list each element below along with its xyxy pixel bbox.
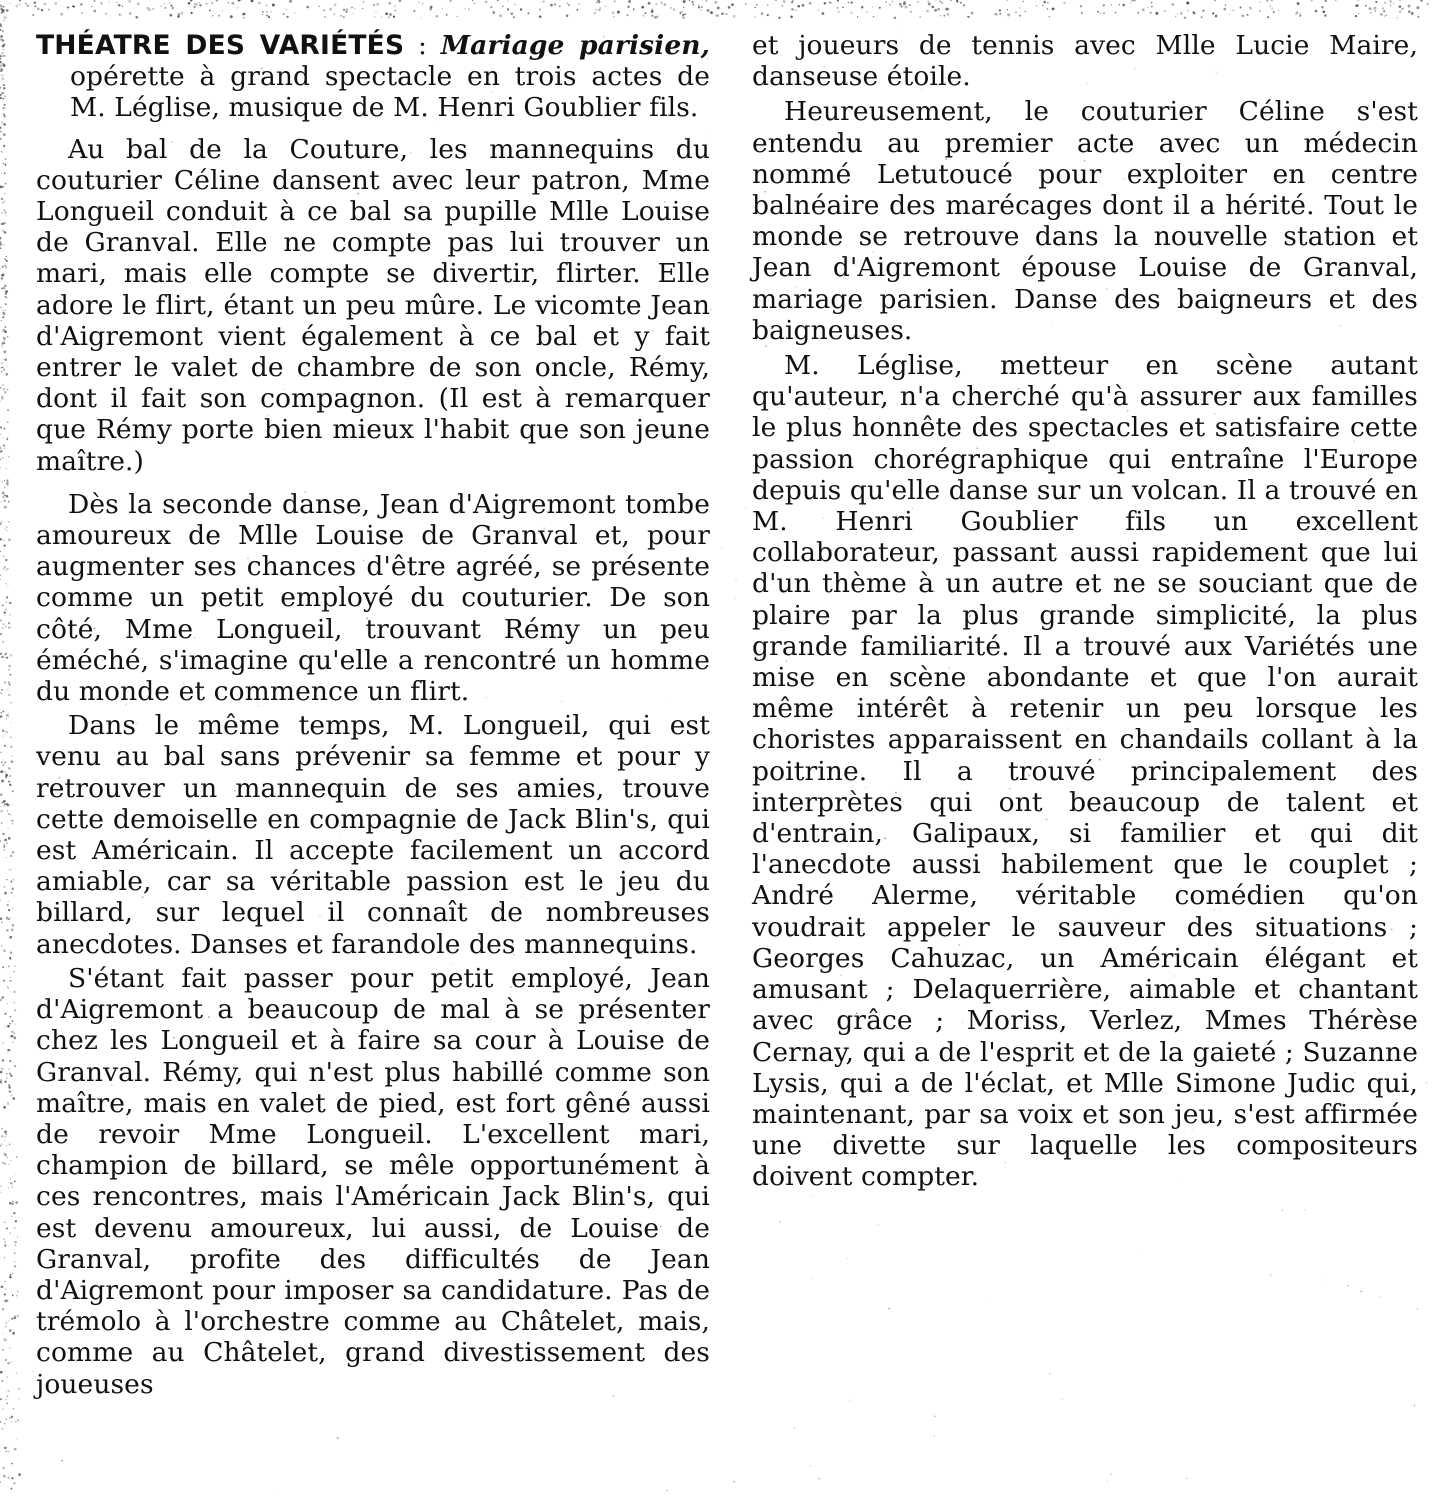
paragraph-same-time: Dans le même temps, M. Longueil, qui est venu au bal sans prévenir sa femme et pour y retrouver un mannequin de ses amies, trouve cette demoiselle en compagnie de Jack Blin's, qui est Américain. Il accepte facilement un accord amiable, car sa véritable passion est le jeu du billard, sur lequel il connaît de nombreuses anecdotes. Danses et farandole des mannequins.	[36, 710, 710, 960]
review-heading	[36, 30, 710, 124]
heading-separator: :	[404, 30, 441, 61]
left-column	[36, 30, 710, 1400]
paragraph-second-dance: Dès la seconde danse, Jean d'Aigremont tombe amoureux de Mlle Louise de Granval et, pour augmenter ses chances d'être agréé, se présente comme un petit employé du couturier. De son côté, Mme Longueil, trouvant Rémy un peu éméché, s'imagine qu'elle a rencontré un homme du monde et commence un flirt.	[36, 488, 710, 708]
paragraph-ball: Au bal de la Couture, les mannequins du couturier Céline dansent avec leur patron, Mme Longueil conduit à ce bal sa pupille Mlle Louise de Granval. Elle ne compte pas lui trouver un mari, mais elle compte se divertir, flirter. Elle adore le flirt, étant un peu mûre. Le vicomte Jean d'Aigremont vient également à ce bal et y fait entrer le valet de chambre de son oncle, Rémy, dont il fait son compagnon. (Il est à remarquer que Rémy porte bien mieux l'habit que son jeune maître.)	[36, 133, 710, 477]
paragraph-heureusement: Heureusement, le couturier Céline s'est entendu au premier acte avec un médecin nommé Letutoucé pour exploiter en centre balnéaire des marécages dont il a hérité. Tout le monde se retrouve dans la nouvelle station et Jean d'Aigremont épouse Louise de Granval, mariage parisien. Danse des baigneurs et des baigneuses.	[752, 96, 1418, 346]
paragraph-petit-employe: S'étant fait passer pour petit employé, Jean d'Aigremont a beaucoup de mal à se présenter chez les Longueil et à faire sa cour à Louise de Granval. Rémy, qui n'est plus habillé comme son maître, mais en valet de pied, est fort gêné aussi de revoir Mme Longueil. L'excellent mari, champion de billard, se mêle opportunément à ces rencontres, mais l'Américain Jack Blin's, qui est devenu amoureux, lui aussi, de Louise de Granval, profite des difficultés de Jean d'Aigremont pour imposer sa candidature. Pas de trémolo à l'orchestre comme au Châtelet, mais, comme au Châtelet, grand divestissement des joueuses	[36, 962, 710, 1400]
play-title: Mariage parisien,	[440, 30, 710, 61]
theatre-name: THÉATRE DES VARIÉTÉS	[36, 30, 405, 61]
paragraph-tennis: et joueurs de tennis avec Mlle Lucie Maire, danseuse étoile.	[752, 30, 1418, 93]
play-description: opérette à grand spectacle en trois actes de M. Léglise, musique de M. Henri Goublier fils.	[70, 61, 710, 124]
right-column	[752, 30, 1418, 1197]
paragraph-critique: M. Léglise, metteur en scène autant qu'auteur, n'a cherché qu'à assurer aux familles le plus honnête des spectacles et satisfaire cette passion chorégraphique qui entraîne l'Europe depuis qu'elle danse sur un volcan. Il a trouvé en M. Henri Goublier fils un excellent collaborateur, passant aussi rapidement que lui d'un thème à un autre et ne se souciant que de plaire par la plus grande simplicité, la plus grande familiarité. Il a trouvé aux Variétés une mise en scène abondante et que l'on aurait même intérêt à retenir un peu lorsque les choristes apparaissent en chandails collant à la poitrine. Il a trouvé principalement des interprètes qui ont beaucoup de talent et d'entrain, Galipaux, si familier et qui dit l'anecdote aussi habilement que le couplet ; André Alerme, véritable comédien qu'on voudrait appeler le sauveur des situations ; Georges Cahuzac, un Américain élégant et amusant ; Delaquerrière, aimable et chantant avec grâce ; Moriss, Verlez, Mmes Thérèse Cernay, qui a de l'esprit et de la gaieté ; Suzanne Lysis, qui a de l'éclat, et Mlle Simone Judic qui, maintenant, par sa voix et son jeu, s'est affirmée une divette sur laquelle les compositeurs doivent compter.	[752, 350, 1418, 1193]
